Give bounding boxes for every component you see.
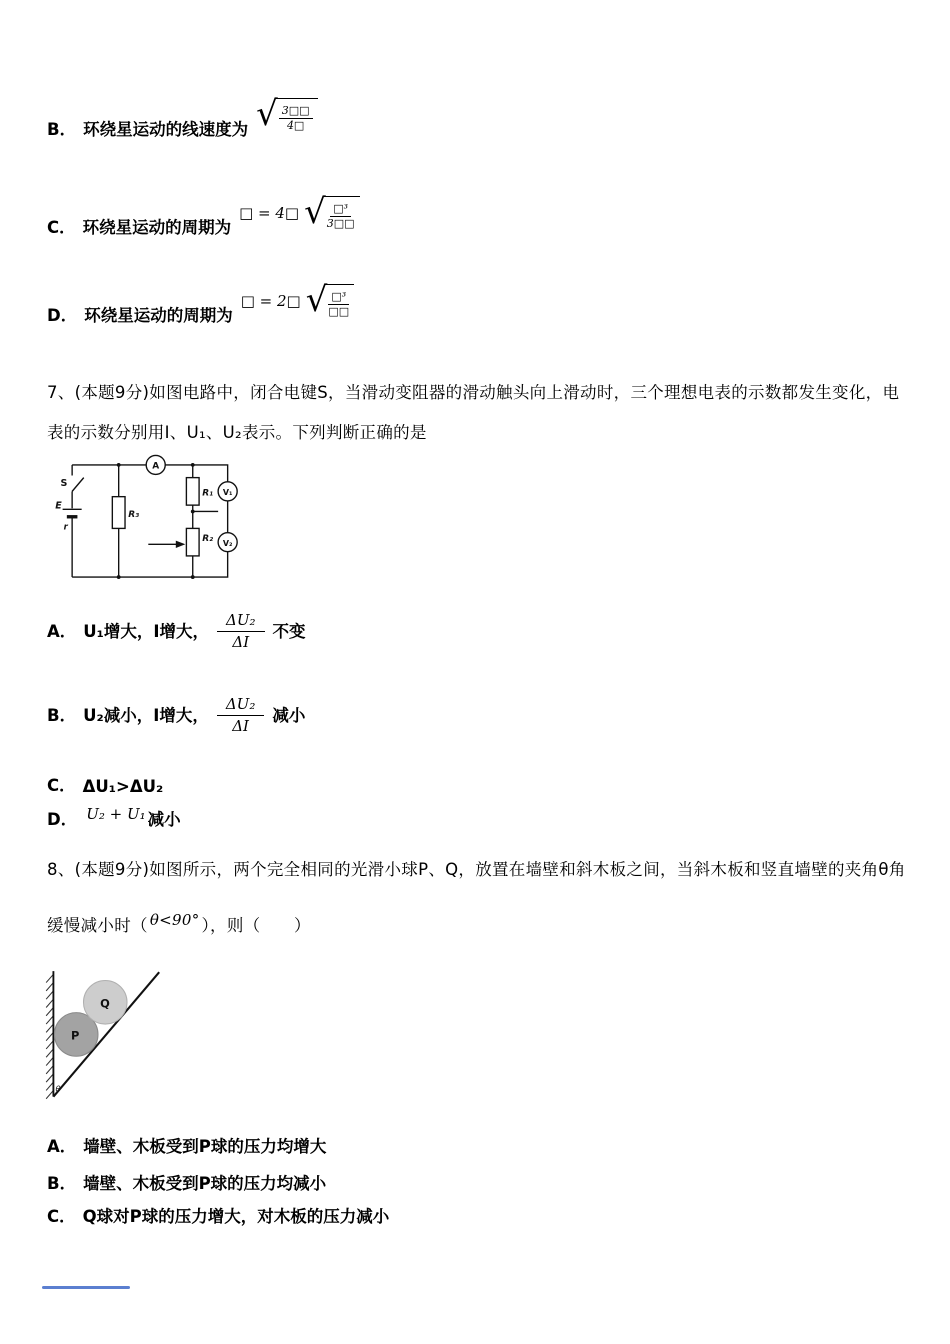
q6-option-b (47, 94, 318, 140)
v1-label: V₁ (222, 488, 233, 498)
q7-option-b (47, 688, 305, 740)
radical (256, 94, 317, 134)
fraction-numerator: ΔU₂ (217, 694, 265, 716)
junction-dots (117, 463, 195, 579)
circuit-diagram (55, 448, 267, 594)
resistor-r3 (112, 497, 125, 529)
option-letter: C． (47, 776, 76, 795)
ball-q-label: Q (100, 996, 110, 1011)
fraction (217, 610, 265, 651)
option-text: 环绕星运动的线速度为 (83, 120, 249, 139)
option-letter: A． (47, 622, 77, 641)
rheostat-r2 (186, 528, 199, 556)
resistor-r1 (186, 478, 199, 506)
v2-label: V₂ (222, 538, 233, 548)
q8-option-c (47, 1203, 389, 1227)
option-text: 墙壁、木板受到P球的压力均增大 (83, 1137, 327, 1156)
option-letter: A． (47, 1137, 77, 1156)
r2-label: R₂ (202, 534, 214, 545)
option-letter: D． (47, 810, 78, 829)
fraction-formula (209, 610, 273, 651)
option-text: 环绕星运动的周期为 (82, 218, 232, 237)
radical-sign-icon: √ (305, 280, 328, 320)
fraction-denominator: ΔI (232, 716, 249, 735)
radical-sign-icon: √ (256, 94, 278, 134)
q6-option-c (47, 192, 360, 238)
radical-sign-icon: √ (304, 192, 326, 232)
radical (304, 192, 359, 232)
fraction (327, 202, 355, 229)
option-text-post: 不变 (272, 622, 306, 641)
fraction (279, 104, 313, 131)
option-text: 墙壁、木板受到P球的压力均减小 (83, 1174, 327, 1193)
stem-text-pre: 缓慢减小时（ (47, 916, 148, 935)
radicand (325, 284, 354, 317)
wall-hatching (46, 974, 53, 1098)
fraction-numerator: 3□□ (279, 104, 313, 118)
q8-stem-line1: 8、(本题9分)如图所示，两个完全相同的光滑小球P、Q，放置在墙壁和斜木板之间，当斜木板和竖直墙壁的夹角θ角 (47, 860, 906, 879)
equation-prefix: □ = 2□ (240, 292, 301, 310)
radicand (276, 98, 318, 131)
q7-stem-line2: 表的示数分别用I、U₁、U₂表示。下列判断正确的是 (47, 423, 427, 442)
internal-resistance-label: r (63, 521, 68, 532)
slider-arrow-icon (176, 541, 186, 548)
option-letter: B． (47, 706, 77, 725)
option-letter: D． (47, 306, 78, 325)
q8-stem-line2 (47, 912, 311, 936)
fraction-numerator: □³ (328, 290, 349, 304)
fraction-numerator: □³ (330, 202, 351, 216)
wire (72, 552, 228, 577)
stem-text-post: ），则（ ） (201, 916, 311, 935)
sqrt-formula (239, 192, 359, 232)
option-letter: B． (47, 120, 77, 139)
option-text: U₂减小，I增大， (83, 706, 209, 725)
ball-p-label: P (71, 1028, 80, 1043)
emf-label: E (55, 500, 62, 512)
q6-option-d (47, 280, 354, 326)
option-text: U₁增大，I增大， (83, 622, 210, 641)
radical (305, 280, 354, 320)
wire (165, 465, 227, 482)
switch-label: S (60, 478, 68, 490)
q7-option-a (47, 604, 306, 656)
option-text: 环绕星运动的周期为 (84, 306, 233, 325)
r3-label: R₃ (128, 509, 140, 520)
option-letter: C． (47, 1207, 76, 1226)
balls-on-incline-diagram (42, 966, 182, 1106)
equation-prefix: □ = 4□ (239, 204, 300, 222)
fraction (217, 694, 265, 735)
r1-label: R₁ (202, 488, 214, 499)
fraction-denominator: □□ (328, 304, 350, 318)
q7-option-c (47, 772, 163, 796)
fraction-denominator: 4□ (286, 118, 305, 132)
option-text: Q球对P球的压力增大，对木板的压力减小 (82, 1207, 390, 1226)
inline-formula: U₂ + U₁ (86, 805, 146, 823)
fraction-formula (209, 694, 273, 735)
q8-option-a (47, 1133, 326, 1157)
option-text: ΔU₁>ΔU₂ (82, 777, 164, 796)
blue-underline-artifact (42, 1286, 130, 1289)
q7-stem-line1: 7、(本题9分)如图电路中，闭合电键S，当滑动变阻器的滑动触头向上滑动时，三个理想电表的示数都发生变化，电 (47, 383, 900, 402)
fraction-denominator: ΔI (232, 632, 250, 651)
radicand (324, 196, 360, 229)
option-text-post: 减小 (147, 810, 181, 829)
angle-theta-label: θ (55, 1083, 61, 1094)
fraction-numerator: ΔU₂ (217, 610, 265, 632)
ammeter-label: A (152, 461, 160, 472)
sqrt-formula (256, 94, 317, 134)
option-text-post: 减小 (272, 706, 306, 725)
switch-blade (72, 478, 84, 492)
q8-option-b (47, 1170, 326, 1194)
fraction (328, 290, 349, 317)
sqrt-formula (240, 280, 354, 320)
fraction-denominator: 3□□ (326, 216, 355, 230)
q7-option-d (47, 806, 181, 830)
inline-formula: θ<90° (149, 911, 200, 929)
option-letter: B． (47, 1174, 77, 1193)
option-letter: C． (47, 218, 76, 237)
